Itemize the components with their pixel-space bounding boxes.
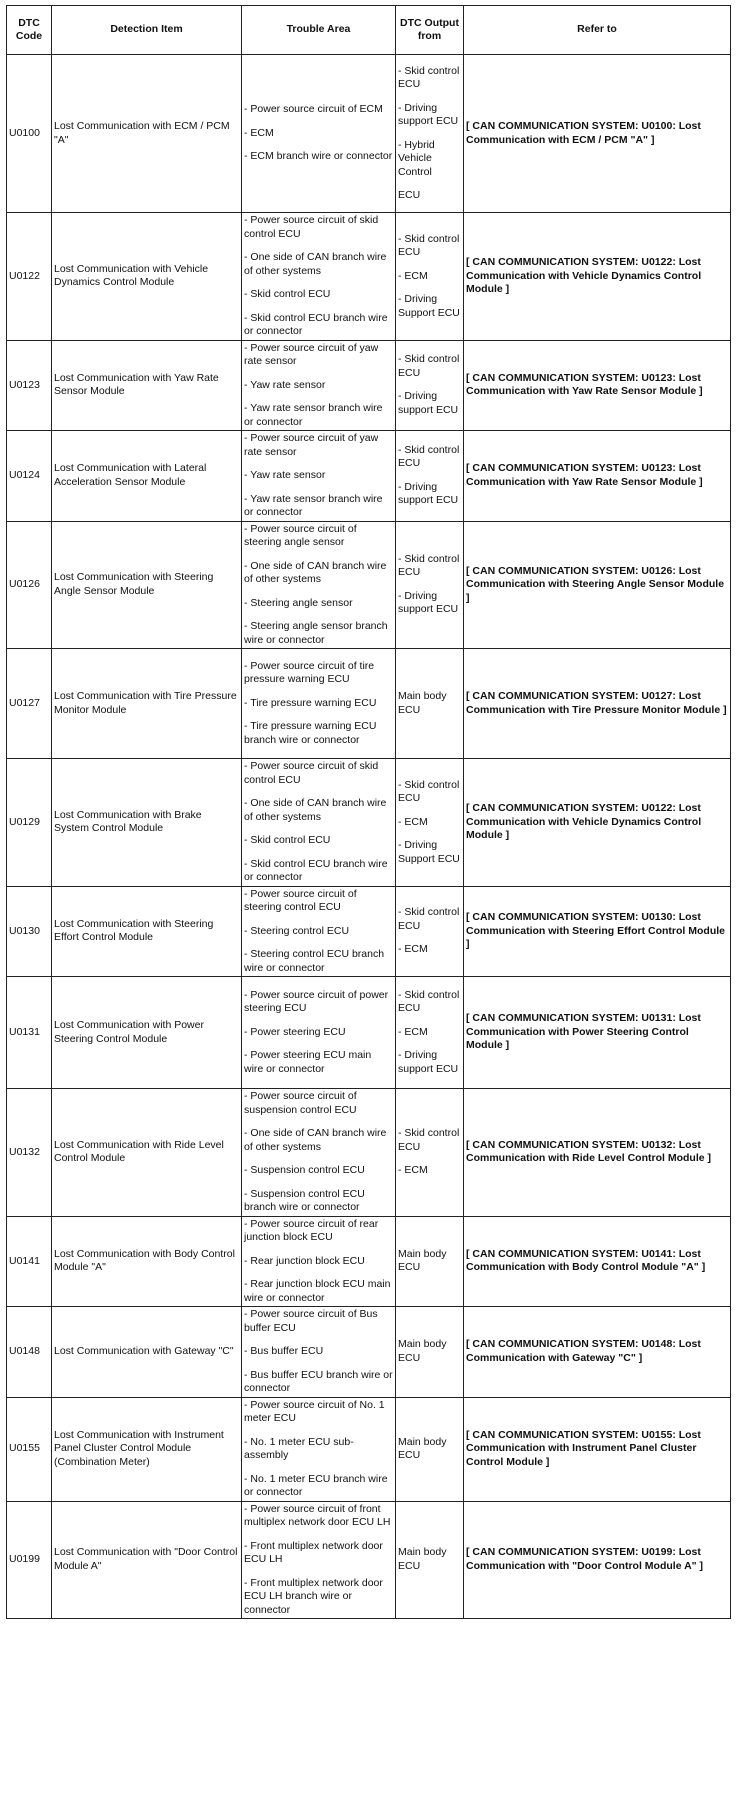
trouble-area-cell [242, 1216, 396, 1307]
refer-to-link[interactable]: [ CAN COMMUNICATION SYSTEM: U0130: Lost Communication with Steering Effort Control Module ] [464, 886, 731, 977]
table-row [7, 340, 731, 431]
detection-item-cell: Lost Communication with Vehicle Dynamics Control Module [52, 213, 242, 341]
refer-to-link[interactable]: [ CAN COMMUNICATION SYSTEM: U0148: Lost Communication with Gateway "C" ] [464, 1307, 731, 1398]
trouble-area-cell [242, 759, 396, 887]
trouble-area-cell [242, 55, 396, 213]
trouble-area-cell [242, 431, 396, 522]
trouble-area-item: - Bus buffer ECU branch wire or connector [244, 1368, 393, 1394]
table-row [7, 213, 731, 341]
table-row [7, 1307, 731, 1398]
trouble-area-item: - Power source circuit of yaw rate sensor [244, 432, 379, 458]
table-row [7, 1089, 731, 1217]
trouble-area-item: - Power source circuit of tire pressure warning ECU [244, 659, 375, 686]
dtc-output-item: - Driving Support ECU [398, 839, 460, 865]
trouble-area-cell [242, 1397, 396, 1501]
dtc-output-item: Main body ECU [398, 1435, 447, 1461]
trouble-area-item: - Front multiplex network door ECU LH [244, 1539, 383, 1565]
trouble-area-item: - One side of CAN branch wire of other systems [244, 797, 387, 823]
detection-item-cell: Lost Communication with Brake System Control Module [52, 759, 242, 887]
dtc-code-cell: U0100 [7, 55, 52, 213]
detection-item-cell: Lost Communication with Power Steering Control Module [52, 977, 242, 1089]
trouble-area-item: - Power steering ECU [244, 1025, 346, 1038]
dtc-output-item: Main body ECU [398, 1338, 447, 1364]
trouble-area-item: - Power source circuit of ECM [244, 103, 383, 116]
refer-to-link[interactable]: [ CAN COMMUNICATION SYSTEM: U0126: Lost Communication with Steering Angle Sensor Module ] [464, 521, 731, 649]
refer-to-link[interactable]: [ CAN COMMUNICATION SYSTEM: U0122: Lost Communication with Vehicle Dynamics Control Module ] [464, 759, 731, 887]
dtc-output-cell [396, 213, 464, 341]
dtc-output-item: - Skid control ECU [398, 778, 460, 804]
detection-item-cell: Lost Communication with "Door Control Module A" [52, 1501, 242, 1619]
dtc-output-item: - Skid control ECU [398, 1127, 460, 1153]
refer-to-link[interactable]: [ CAN COMMUNICATION SYSTEM: U0127: Lost Communication with Tire Pressure Monitor Module ] [464, 649, 731, 759]
dtc-code-cell: U0124 [7, 431, 52, 522]
dtc-output-item: - Driving Support ECU [398, 293, 460, 319]
dtc-code-cell: U0122 [7, 213, 52, 341]
dtc-output-item: - ECM [398, 815, 428, 828]
trouble-area-cell [242, 340, 396, 431]
dtc-code-cell: U0126 [7, 521, 52, 649]
header-refer-to: Refer to [464, 6, 731, 55]
dtc-output-item: - Driving support ECU [398, 480, 459, 507]
trouble-area-item: - Yaw rate sensor branch wire or connector [244, 492, 383, 518]
dtc-output-cell [396, 759, 464, 887]
trouble-area-item: - Yaw rate sensor branch wire or connector [244, 402, 383, 428]
trouble-area-item: - No. 1 meter ECU branch wire or connector [244, 1472, 388, 1498]
dtc-output-cell [396, 1397, 464, 1501]
trouble-area-item: - Tire pressure warning ECU branch wire or connector [244, 720, 377, 746]
dtc-output-item: - Driving support ECU [398, 589, 459, 616]
detection-item-cell: Lost Communication with Steering Angle Sensor Module [52, 521, 242, 649]
trouble-area-item: - One side of CAN branch wire of other systems [244, 251, 387, 277]
table-header-row [7, 6, 731, 55]
trouble-area-item: - Rear junction block ECU main wire or connector [244, 1278, 391, 1304]
trouble-area-item: - Steering angle sensor branch wire or connector [244, 620, 388, 646]
trouble-area-item: - Power source circuit of steering angle sensor [244, 522, 357, 548]
header-detection-item: Detection Item [52, 6, 242, 55]
dtc-code-cell: U0132 [7, 1089, 52, 1217]
trouble-area-item: - Steering control ECU branch wire or connector [244, 948, 385, 974]
dtc-output-item: - ECM [398, 943, 428, 955]
dtc-output-item: Main body ECU [398, 1247, 447, 1274]
trouble-area-item: - Power source circuit of skid control ECU [244, 760, 379, 786]
trouble-area-cell [242, 521, 396, 649]
dtc-output-item: - Skid control ECU [398, 443, 460, 470]
trouble-area-item: - Steering angle sensor [244, 596, 353, 609]
trouble-area-item: - Power source circuit of power steering ECU [244, 988, 389, 1015]
dtc-output-item: Main body ECU [398, 690, 447, 716]
table-row [7, 759, 731, 887]
dtc-output-item: - ECM [398, 269, 428, 282]
table-row [7, 55, 731, 213]
trouble-area-item: - Skid control ECU [244, 288, 331, 300]
dtc-output-cell [396, 977, 464, 1089]
dtc-output-item: - Skid control ECU [398, 906, 460, 932]
trouble-area-item: - ECM branch wire or connector [244, 150, 393, 163]
trouble-area-item: - Power source circuit of yaw rate sensor [244, 341, 379, 367]
dtc-output-item: - ECM [398, 1164, 428, 1176]
dtc-output-cell [396, 649, 464, 759]
header-dtc-output: DTC Output from [396, 6, 464, 55]
table-row [7, 1501, 731, 1619]
dtc-output-item: - Skid control ECU [398, 552, 460, 579]
table-row [7, 431, 731, 522]
dtc-code-cell: U0130 [7, 886, 52, 977]
refer-to-link[interactable]: [ CAN COMMUNICATION SYSTEM: U0123: Lost Communication with Yaw Rate Sensor Module ] [464, 431, 731, 522]
dtc-output-cell [396, 1216, 464, 1307]
dtc-code-cell: U0123 [7, 340, 52, 431]
dtc-output-item: ECU [398, 189, 421, 201]
table-row [7, 521, 731, 649]
dtc-output-cell [396, 55, 464, 213]
header-trouble-area: Trouble Area [242, 6, 396, 55]
dtc-code-cell: U0148 [7, 1307, 52, 1398]
dtc-output-item: - Skid control ECU [398, 64, 460, 90]
trouble-area-item: - Power source circuit of steering control ECU [244, 887, 357, 913]
refer-to-link[interactable]: [ CAN COMMUNICATION SYSTEM: U0131: Lost Communication with Power Steering Control Module ] [464, 977, 731, 1089]
trouble-area-item: - Suspension control ECU [244, 1164, 365, 1176]
dtc-output-item: Main body ECU [398, 1546, 447, 1572]
trouble-area-item: - Suspension control ECU branch wire or connector [244, 1187, 365, 1213]
trouble-area-item: - Steering control ECU [244, 924, 350, 937]
refer-to-link[interactable]: [ CAN COMMUNICATION SYSTEM: U0199: Lost Communication with "Door Control Module A" ] [464, 1501, 731, 1619]
trouble-area-item: - Power source circuit of front multiplex network door ECU LH [244, 1502, 391, 1528]
dtc-table [6, 5, 731, 1619]
trouble-area-cell [242, 1501, 396, 1619]
table-body [7, 55, 731, 1619]
trouble-area-item: - No. 1 meter ECU sub-assembly [244, 1435, 354, 1461]
trouble-area-item: - Skid control ECU branch wire or connector [244, 857, 388, 883]
trouble-area-item: - Tire pressure warning ECU [244, 696, 377, 709]
trouble-area-item: - Yaw rate sensor [244, 469, 326, 481]
trouble-area-item: - Bus buffer ECU [244, 1345, 324, 1357]
table-row [7, 1397, 731, 1501]
dtc-output-item: - Skid control ECU [398, 353, 460, 379]
trouble-area-cell [242, 977, 396, 1089]
dtc-output-item: - Driving support ECU [398, 1049, 459, 1075]
trouble-area-item: - Front multiplex network door ECU LH branch wire or connector [244, 1576, 383, 1616]
detection-item-cell: Lost Communication with Body Control Module "A" [52, 1216, 242, 1307]
dtc-code-cell: U0199 [7, 1501, 52, 1619]
dtc-code-cell: U0127 [7, 649, 52, 759]
trouble-area-item: - Skid control ECU [244, 834, 331, 846]
trouble-area-item: - One side of CAN branch wire of other systems [244, 1127, 387, 1153]
refer-to-link[interactable]: [ CAN COMMUNICATION SYSTEM: U0100: Lost Communication with ECM / PCM "A" ] [464, 55, 731, 213]
dtc-output-cell [396, 340, 464, 431]
trouble-area-item: - Rear junction block ECU [244, 1254, 365, 1267]
trouble-area-cell [242, 213, 396, 341]
dtc-output-item: - Driving support ECU [398, 101, 459, 127]
trouble-area-cell [242, 886, 396, 977]
trouble-area-cell [242, 649, 396, 759]
table-row [7, 649, 731, 759]
detection-item-cell: Lost Communication with ECM / PCM "A" [52, 55, 242, 213]
dtc-output-cell [396, 1089, 464, 1217]
dtc-output-item: - Hybrid Vehicle Control [398, 138, 435, 178]
detection-item-cell: Lost Communication with Gateway "C" [52, 1307, 242, 1398]
refer-to-link[interactable]: [ CAN COMMUNICATION SYSTEM: U0141: Lost Communication with Body Control Module "A" ] [464, 1216, 731, 1307]
trouble-area-item: - Power source circuit of suspension control ECU [244, 1090, 357, 1116]
detection-item-cell: Lost Communication with Steering Effort Control Module [52, 886, 242, 977]
trouble-area-item: - Power source circuit of skid control ECU [244, 214, 379, 240]
trouble-area-item: - ECM [244, 126, 274, 139]
detection-item-cell: Lost Communication with Ride Level Control Module [52, 1089, 242, 1217]
dtc-output-item: - Skid control ECU [398, 232, 460, 258]
detection-item-cell: Lost Communication with Yaw Rate Sensor Module [52, 340, 242, 431]
dtc-output-item: - ECM [398, 1025, 428, 1038]
table-row [7, 1216, 731, 1307]
table-row [7, 977, 731, 1089]
trouble-area-item: - One side of CAN branch wire of other systems [244, 559, 387, 585]
table-row [7, 886, 731, 977]
refer-to-link[interactable]: [ CAN COMMUNICATION SYSTEM: U0132: Lost Communication with Ride Level Control Module ] [464, 1089, 731, 1217]
dtc-output-item: - Driving support ECU [398, 390, 459, 416]
dtc-output-cell [396, 886, 464, 977]
dtc-output-cell [396, 1501, 464, 1619]
trouble-area-item: - Power steering ECU main wire or connector [244, 1049, 372, 1075]
dtc-output-cell [396, 1307, 464, 1398]
detection-item-cell: Lost Communication with Lateral Acceleration Sensor Module [52, 431, 242, 522]
dtc-code-cell: U0129 [7, 759, 52, 887]
dtc-output-cell [396, 521, 464, 649]
trouble-area-item: - Power source circuit of Bus buffer ECU [244, 1308, 378, 1334]
dtc-code-cell: U0131 [7, 977, 52, 1089]
trouble-area-cell [242, 1089, 396, 1217]
dtc-output-item: - Skid control ECU [398, 988, 460, 1015]
detection-item-cell: Lost Communication with Instrument Panel Cluster Control Module (Combination Meter) [52, 1397, 242, 1501]
detection-item-cell: Lost Communication with Tire Pressure Monitor Module [52, 649, 242, 759]
refer-to-link[interactable]: [ CAN COMMUNICATION SYSTEM: U0155: Lost Communication with Instrument Panel Cluster Control Module ] [464, 1397, 731, 1501]
trouble-area-cell [242, 1307, 396, 1398]
dtc-code-cell: U0155 [7, 1397, 52, 1501]
refer-to-link[interactable]: [ CAN COMMUNICATION SYSTEM: U0122: Lost Communication with Vehicle Dynamics Control Module ] [464, 213, 731, 341]
trouble-area-item: - Power source circuit of rear junction block ECU [244, 1217, 379, 1243]
dtc-output-cell [396, 431, 464, 522]
dtc-code-cell: U0141 [7, 1216, 52, 1307]
trouble-area-item: - Skid control ECU branch wire or connector [244, 311, 388, 337]
trouble-area-item: - Yaw rate sensor [244, 378, 326, 391]
trouble-area-item: - Power source circuit of No. 1 meter ECU [244, 1398, 385, 1424]
header-dtc-code: DTC Code [7, 6, 52, 55]
refer-to-link[interactable]: [ CAN COMMUNICATION SYSTEM: U0123: Lost Communication with Yaw Rate Sensor Module ] [464, 340, 731, 431]
